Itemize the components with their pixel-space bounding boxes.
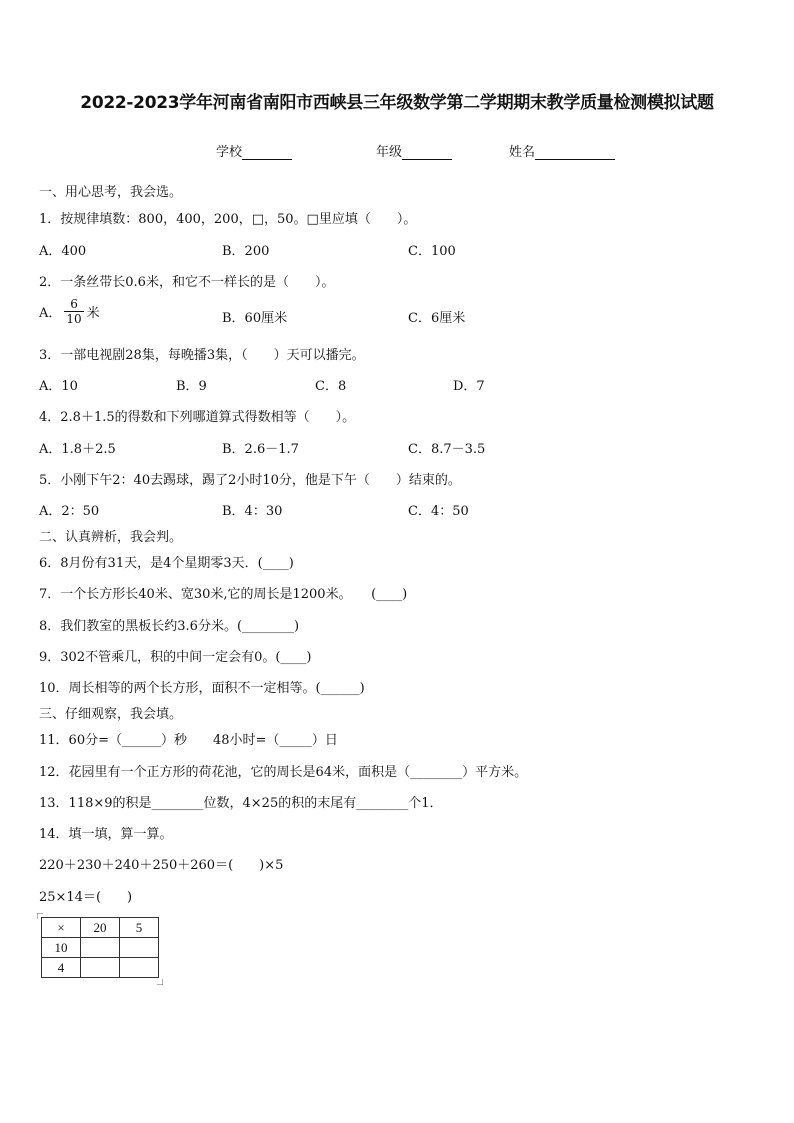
- question-2: 2．一条丝带长0.6米，和它不一样长的是（ ）。: [39, 275, 335, 290]
- grade-label: 年级: [376, 145, 403, 160]
- table-answer-cell[interactable]: [81, 958, 120, 978]
- q5-option-b[interactable]: B．4：30: [222, 504, 283, 519]
- q2-option-b[interactable]: B．60厘米: [222, 311, 288, 326]
- question-7: 7．一个长方形长40米、宽30米,它的周长是1200米。 (____): [39, 587, 408, 602]
- question-10: 10．周长相等的两个长方形，面积不一定相等。(______): [39, 681, 365, 696]
- q2-a-prefix: A．: [39, 306, 62, 321]
- section-heading-1: 一、用心思考，我会选。: [39, 185, 183, 200]
- multiplication-table: [41, 917, 159, 978]
- table-cell: 10: [42, 938, 81, 958]
- corner-mark-bottom-right: [157, 979, 163, 985]
- grade-field: [376, 141, 452, 160]
- q3-option-d[interactable]: D．7: [453, 379, 485, 394]
- q2-option-a[interactable]: [39, 297, 100, 326]
- fraction-numerator: 6: [64, 297, 83, 312]
- q3-option-a[interactable]: A．10: [39, 379, 78, 394]
- q5-option-a[interactable]: A．2：50: [39, 504, 100, 519]
- table-answer-cell[interactable]: [120, 938, 159, 958]
- q14-sum-line: 220＋230＋240＋250＋260＝( )×5: [39, 858, 284, 873]
- table-cell: 20: [81, 918, 120, 938]
- q5-option-c[interactable]: C．4：50: [408, 504, 469, 519]
- question-3: 3．一部电视剧28集，每晚播3集，（ ）天可以播完。: [39, 348, 365, 363]
- question-8: 8．我们教室的黑板长约3.6分米。(________): [39, 619, 300, 634]
- q1-option-b[interactable]: B．200: [222, 244, 270, 259]
- grade-blank[interactable]: [402, 145, 452, 160]
- table-header-row: [42, 918, 159, 938]
- question-6: 6．8月份有31天，是4个星期零3天．(____): [39, 556, 294, 571]
- name-label: 姓名: [509, 145, 536, 160]
- question-13: 13．118×9的积是________位数，4×25的积的末尾有________个1．: [39, 796, 443, 811]
- school-blank[interactable]: [242, 145, 292, 160]
- table-answer-cell[interactable]: [81, 938, 120, 958]
- table-answer-cell[interactable]: [120, 958, 159, 978]
- question-4: 4．2.8＋1.5的得数和下列哪道算式得数相等（ ）。: [39, 410, 356, 425]
- question-12: 12．花园里有一个正方形的荷花池，它的周长是64米，面积是（________）平方米。: [39, 765, 528, 780]
- table-cell: 5: [120, 918, 159, 938]
- question-5: 5．小刚下午2：40去踢球，踢了2小时10分，他是下午（ ）结束的。: [39, 473, 461, 488]
- name-blank[interactable]: [535, 145, 615, 160]
- question-14: 14．填一填，算一算。: [39, 827, 173, 842]
- q3-option-b[interactable]: B．9: [176, 379, 207, 394]
- section-heading-3: 三、仔细观察，我会填。: [39, 707, 183, 722]
- table-cell: 4: [42, 958, 81, 978]
- page-title: 2022-2023学年河南省南阳市西峡县三年级数学第二学期期末教学质量检测模拟试题: [80, 93, 714, 113]
- table-row: [42, 938, 159, 958]
- q3-option-c[interactable]: C．8: [315, 379, 347, 394]
- section-heading-2: 二、认真辨析，我会判。: [39, 530, 183, 545]
- q2-option-c[interactable]: C．6厘米: [408, 311, 466, 326]
- name-field: [509, 141, 615, 160]
- table-row: [42, 958, 159, 978]
- question-9: 9．302不管乘几，积的中间一定会有0。(____): [39, 650, 312, 665]
- question-11: 11．60分=（______）秒 48小时=（_____）日: [39, 733, 338, 748]
- q2-a-suffix: 米: [86, 306, 100, 321]
- q14-product-line: 25×14＝( ): [39, 890, 133, 905]
- q4-option-b[interactable]: B．2.6－1.7: [222, 442, 299, 457]
- q4-option-c[interactable]: C．8.7－3.5: [408, 442, 486, 457]
- question-1: 1．按规律填数：800，400，200，□，50。□里应填（ ）。: [39, 212, 417, 227]
- school-field: [216, 141, 292, 160]
- fraction-denominator: 10: [66, 312, 82, 326]
- school-label: 学校: [216, 145, 243, 160]
- table-cell: ×: [42, 918, 81, 938]
- fraction: [64, 297, 83, 326]
- q1-option-c[interactable]: C．100: [408, 244, 456, 259]
- q1-option-a[interactable]: A．400: [39, 244, 87, 259]
- q4-option-a[interactable]: A．1.8＋2.5: [39, 442, 116, 457]
